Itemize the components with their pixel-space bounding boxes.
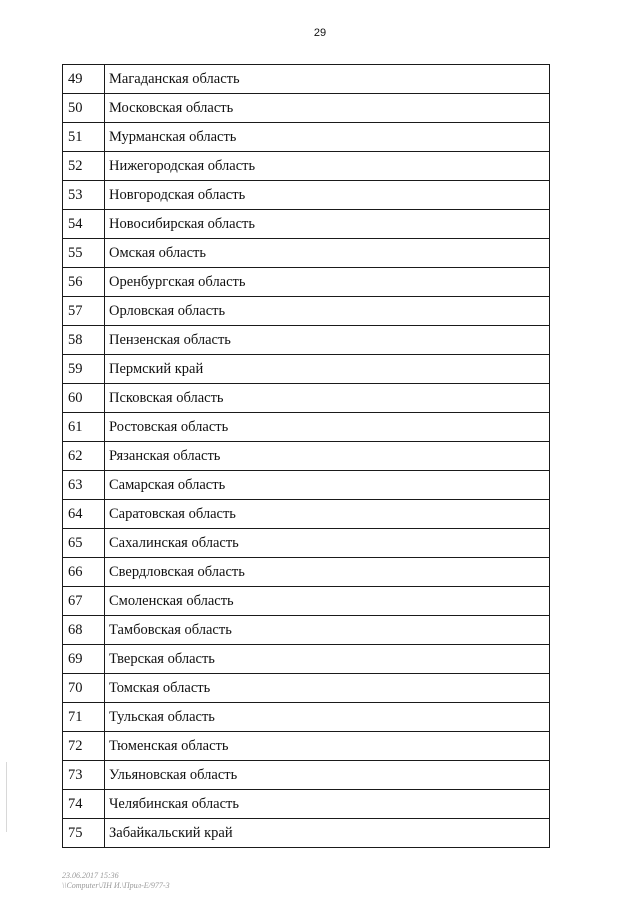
table-row: [63, 674, 550, 703]
region-name-cell: Сахалинская область: [105, 529, 550, 558]
row-number-cell: 60: [63, 384, 105, 413]
row-number-cell: 64: [63, 500, 105, 529]
document-footer: [62, 871, 170, 891]
region-name-cell: Ростовская область: [105, 413, 550, 442]
region-name-cell: Смоленская область: [105, 587, 550, 616]
scan-edge-mark: [6, 762, 7, 832]
region-name-cell: Пензенская область: [105, 326, 550, 355]
region-name-cell: Челябинская область: [105, 790, 550, 819]
row-number-cell: 52: [63, 152, 105, 181]
table-row: [63, 761, 550, 790]
table-row: [63, 500, 550, 529]
table-row: [63, 645, 550, 674]
region-name-cell: Нижегородская область: [105, 152, 550, 181]
table-row: [63, 616, 550, 645]
region-name-cell: Тамбовская область: [105, 616, 550, 645]
table-row: [63, 442, 550, 471]
table-row: [63, 326, 550, 355]
footer-timestamp: 23.06.2017 15:36: [62, 871, 119, 880]
row-number-cell: 74: [63, 790, 105, 819]
region-name-cell: Томская область: [105, 674, 550, 703]
row-number-cell: 51: [63, 123, 105, 152]
table-row: [63, 558, 550, 587]
region-name-cell: Орловская область: [105, 297, 550, 326]
region-name-cell: Мурманская область: [105, 123, 550, 152]
table-row: [63, 529, 550, 558]
table-row: [63, 384, 550, 413]
table-row: [63, 413, 550, 442]
row-number-cell: 53: [63, 181, 105, 210]
region-name-cell: Тюменская область: [105, 732, 550, 761]
row-number-cell: 62: [63, 442, 105, 471]
region-name-cell: Свердловская область: [105, 558, 550, 587]
region-name-cell: Самарская область: [105, 471, 550, 500]
region-name-cell: Оренбургская область: [105, 268, 550, 297]
region-name-cell: Рязанская область: [105, 442, 550, 471]
table-row: [63, 94, 550, 123]
regions-table: [62, 64, 550, 848]
row-number-cell: 58: [63, 326, 105, 355]
region-name-cell: Забайкальский край: [105, 819, 550, 848]
regions-table-body: [63, 65, 550, 848]
row-number-cell: 73: [63, 761, 105, 790]
table-row: [63, 152, 550, 181]
table-row: [63, 819, 550, 848]
row-number-cell: 61: [63, 413, 105, 442]
region-name-cell: Новосибирская область: [105, 210, 550, 239]
table-row: [63, 587, 550, 616]
row-number-cell: 71: [63, 703, 105, 732]
table-row: [63, 210, 550, 239]
table-row: [63, 65, 550, 94]
row-number-cell: 75: [63, 819, 105, 848]
region-name-cell: Тульская область: [105, 703, 550, 732]
row-number-cell: 63: [63, 471, 105, 500]
region-name-cell: Московская область: [105, 94, 550, 123]
region-name-cell: Ульяновская область: [105, 761, 550, 790]
row-number-cell: 50: [63, 94, 105, 123]
table-row: [63, 355, 550, 384]
table-row: [63, 297, 550, 326]
row-number-cell: 54: [63, 210, 105, 239]
region-name-cell: Новгородская область: [105, 181, 550, 210]
page-number: 29: [313, 27, 327, 39]
region-name-cell: Саратовская область: [105, 500, 550, 529]
row-number-cell: 65: [63, 529, 105, 558]
region-name-cell: Омская область: [105, 239, 550, 268]
table-row: [63, 790, 550, 819]
table-row: [63, 471, 550, 500]
row-number-cell: 56: [63, 268, 105, 297]
footer-file-path: \\Computer\ЛН И.\Прил-E/977-3: [62, 881, 170, 890]
row-number-cell: 49: [63, 65, 105, 94]
row-number-cell: 55: [63, 239, 105, 268]
row-number-cell: 66: [63, 558, 105, 587]
table-row: [63, 732, 550, 761]
region-name-cell: Псковская область: [105, 384, 550, 413]
table-row: [63, 123, 550, 152]
table-row: [63, 239, 550, 268]
table-row: [63, 181, 550, 210]
row-number-cell: 72: [63, 732, 105, 761]
table-row: [63, 268, 550, 297]
row-number-cell: 57: [63, 297, 105, 326]
row-number-cell: 68: [63, 616, 105, 645]
region-name-cell: Магаданская область: [105, 65, 550, 94]
region-name-cell: Тверская область: [105, 645, 550, 674]
table-row: [63, 703, 550, 732]
row-number-cell: 69: [63, 645, 105, 674]
row-number-cell: 67: [63, 587, 105, 616]
region-name-cell: Пермский край: [105, 355, 550, 384]
row-number-cell: 59: [63, 355, 105, 384]
row-number-cell: 70: [63, 674, 105, 703]
